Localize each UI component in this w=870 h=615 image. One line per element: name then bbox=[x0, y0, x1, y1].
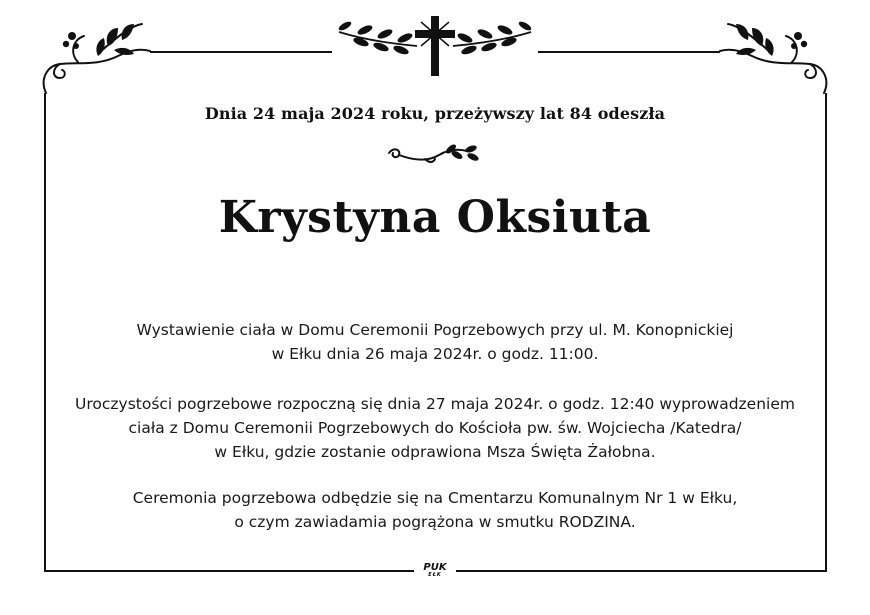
deceased-name: Krystyna Oksiuta bbox=[218, 192, 652, 243]
paragraph-line: w Ełku dnia 26 maja 2024r. o godz. 11:00. bbox=[271, 345, 599, 363]
paragraph-ceremony bbox=[0, 392, 870, 464]
corner-flourish-left-icon bbox=[38, 18, 156, 98]
frame-bottom-border-left bbox=[44, 570, 414, 572]
paragraph-burial bbox=[0, 486, 870, 534]
divider-flourish-icon bbox=[385, 141, 485, 167]
top-rule-right bbox=[538, 51, 720, 53]
paragraph-line: o czym zawiadamia pogrążona w smutku RODZINA. bbox=[234, 513, 636, 531]
paragraph-line: ciała z Domu Ceremonii Pogrzebowych do Kościoła pw. św. Wojciecha /Katedra/ bbox=[128, 419, 742, 437]
cross-with-laurel-icon bbox=[335, 10, 535, 82]
paragraph-line: Uroczystości pogrzebowe rozpoczną się dnia 27 maja 2024r. o godz. 12:40 wyprowadzeniem bbox=[75, 395, 795, 413]
top-rule-left bbox=[150, 51, 332, 53]
frame-bottom-border-right bbox=[456, 570, 827, 572]
puk-logo bbox=[416, 563, 454, 578]
paragraph-viewing bbox=[0, 318, 870, 366]
logo-sub-text: EŁK bbox=[428, 572, 442, 578]
intro-line: Dnia 24 maja 2024 roku, przeżywszy lat 84 odeszła bbox=[204, 104, 666, 123]
logo-main-text: PUK bbox=[423, 562, 447, 573]
corner-flourish-right-icon bbox=[714, 18, 832, 98]
paragraph-line: w Ełku, gdzie zostanie odprawiona Msza Święta Żałobna. bbox=[214, 443, 656, 461]
paragraph-line: Ceremonia pogrzebowa odbędzie się na Cmentarzu Komunalnym Nr 1 w Ełku, bbox=[132, 489, 738, 507]
paragraph-line: Wystawienie ciała w Domu Ceremonii Pogrzebowych przy ul. M. Konopnickiej bbox=[136, 321, 734, 339]
